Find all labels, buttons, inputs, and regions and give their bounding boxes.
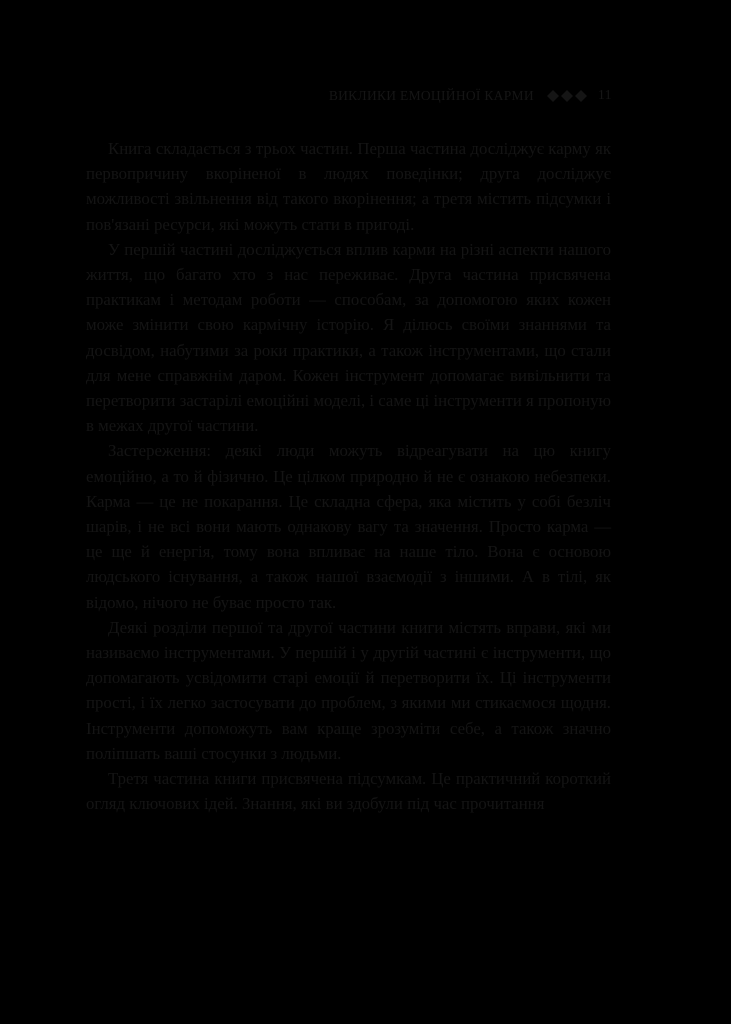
running-header [300,86,612,106]
paragraph: Застереження: деякі люди можуть відреагувати на цю книгу емоційно, а то й фізично. Це цілком природно й не є ознакою небезпеки. Карма — це не покарання. Це складна сфера, яка містить у собі безліч шарів, і не всі вони мають однакову вагу та значення. Просто карма — це ще й енергія, тому вона впливає на наше тіло. Вона є основою людського існування, а також нашої взаємодії з іншими. А в тілі, як відомо, нічого не буває просто так. [86,441,611,612]
running-title: ВИКЛИКИ ЕМОЦІЙНОЇ КАРМИ [328,88,534,103]
paragraph: Книга складається з трьох частин. Перша частина досліджує карму як первопричину вкоріненої в людях поведінки; друга досліджує можливості звільнення від такого вкорінення; а третя містить підсумки і пов'язані ресурси, які можуть стати в пригоді. [86,139,611,234]
page-number: 11 [597,88,612,103]
paragraph: У першій частині досліджується вплив карми на різні аспекти нашого життя, що багато хто з нас переживає. Друга частина присвячена практикам і методам роботи — способам, за допомогою яких кожен може змінити свою кармічну історію. Я ділюсь своїми знаннями та досвідом, набутими за роки практики, а також інструментами, що стали для мене справжнім даром. Кожен інструмент допомагає вивільнити та перетворити застарілі емоційні моделі, і саме ці інструменти я пропоную в межах другої частини. [86,239,611,436]
body-text [86,136,611,816]
triple-diamond-ornament-icon [546,90,588,102]
paragraph: Третя частина книги присвячена підсумкам. Це практичний короткий огляд ключових ідей. Знання, які ви здобули під час прочитання [86,769,611,814]
paragraph: Деякі розділи першої та другої частини книги містять вправи, які ми називаємо інструментами. У першій і у другій частині є інструменти, що допомагають усвідомити старі емоції й перетворити їх. Ці інструменти прості, і їх легко застосувати до проблем, з якими ми стикаємося щодня. Інструменти допоможуть вам краще зрозуміти себе, а також значно поліпшать ваші стосунки з людьми. [86,617,611,763]
